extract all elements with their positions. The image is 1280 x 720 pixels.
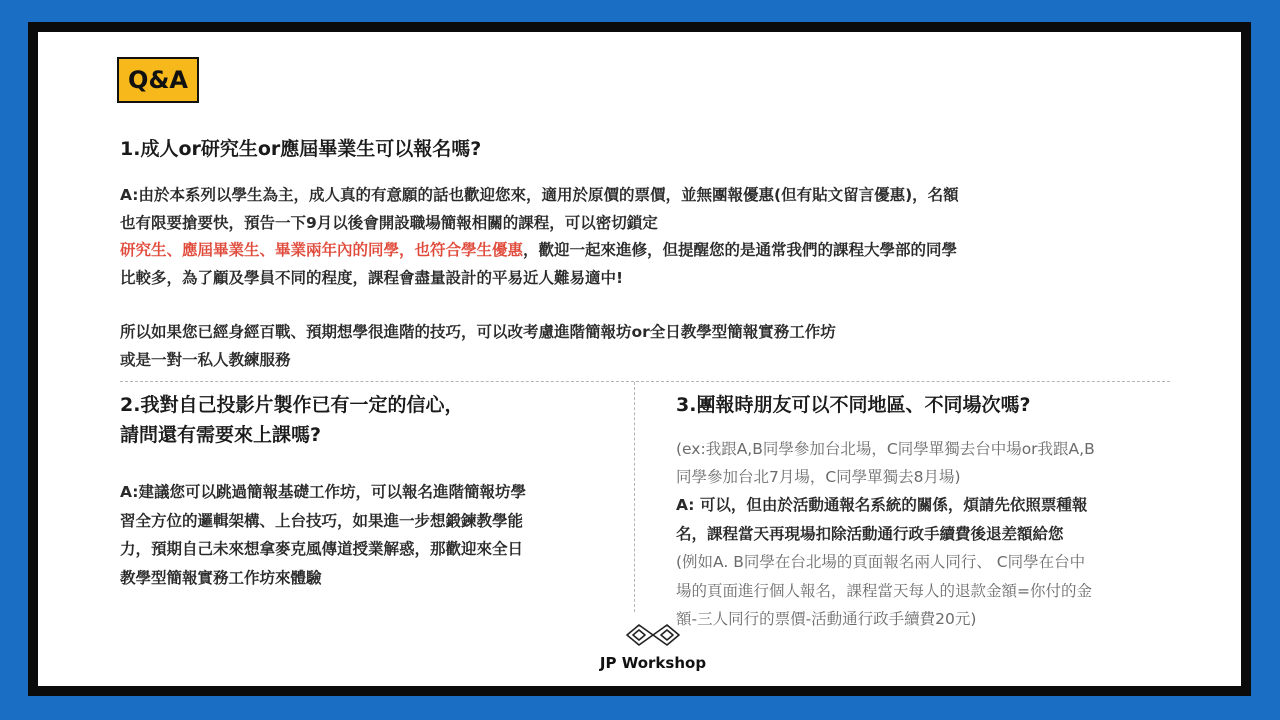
q3-note-line: 場的頁面進行個人報名，課程當天每人的退款金額=你付的金 bbox=[676, 581, 1092, 600]
q1-highlight-text: 研究生、應屆畢業生、畢業兩年內的同學，也符合學生優惠 bbox=[120, 241, 524, 259]
q1-answer-line: A:由於本系列以學生為主，成人真的有意願的話也歡迎您來，適用於原價的票價，並無團報優惠(但有貼文留言優惠)，名額 bbox=[120, 186, 959, 204]
jp-workshop-logo-icon bbox=[624, 622, 682, 652]
q1-answer-line: 或是一對一私人教練服務 bbox=[120, 350, 291, 369]
q2-answer-line: 力，預期自己未來想拿麥克風傳道授業解惑，那歡迎來全日 bbox=[120, 540, 524, 558]
horizontal-divider bbox=[120, 381, 1170, 382]
q1-answer-line: 比較多，為了顧及學員不同的程度，課程會盡量設計的平易近人難易適中! bbox=[120, 268, 624, 287]
q2-answer-line: A:建議您可以跳過簡報基礎工作坊，可以報名進階簡報坊學 bbox=[120, 483, 526, 501]
q2-title bbox=[120, 390, 620, 450]
qa-badge: Q&A bbox=[117, 57, 199, 103]
q3-example-line: 同學參加台北7月場，C同學單獨去8月場) bbox=[676, 467, 961, 486]
q1-answer-line: 也有限要搶要快，預告一下9月以後會開設職場簡報相關的課程，可以密切鎖定 bbox=[120, 213, 658, 232]
q3-answer-line: 名，課程當天再現場扣除活動通行政手續費後退差額給您 bbox=[676, 524, 1064, 543]
q1-title: 1.成人or研究生or應屆畢業生可以報名嗎? bbox=[120, 138, 482, 160]
q2-title-line: 請問還有需要來上課嗎? bbox=[120, 424, 322, 446]
q1-answer bbox=[120, 182, 1140, 374]
q3-example-line: (ex:我跟A,B同學參加台北場，C同學單獨去台中場or我跟A,B bbox=[676, 440, 1095, 458]
q3-answer bbox=[676, 491, 1186, 548]
q2-section bbox=[120, 390, 620, 592]
q3-note-line: 額-三人同行的票價-活動通行政手續費20元) bbox=[676, 610, 977, 628]
q2-title-line: 2.我對自己投影片製作已有一定的信心， bbox=[120, 394, 464, 416]
brand bbox=[578, 622, 728, 672]
vertical-divider bbox=[634, 382, 635, 612]
q3-section bbox=[676, 390, 1186, 634]
q3-note bbox=[676, 548, 1186, 634]
q2-answer-line: 教學型簡報實務工作坊來體驗 bbox=[120, 568, 322, 587]
q3-example bbox=[676, 436, 1186, 491]
q1-answer-line bbox=[120, 237, 1140, 265]
q1-answer-text: ，歡迎一起來進修，但提醒您的是通常我們的課程大學部的同學 bbox=[523, 241, 958, 259]
q3-answer-line: A: 可以，但由於活動通報名系統的關係，煩請先依照票種報 bbox=[676, 496, 1088, 514]
q3-note-line: (例如A. B同學在台北場的頁面報名兩人同行、 C同學在台中 bbox=[676, 553, 1086, 571]
q1-answer-line: 所以如果您已經身經百戰、預期想學很進階的技巧，可以改考慮進階簡報坊or全日教學型簡報實務工作坊 bbox=[120, 323, 836, 341]
brand-name: JP Workshop bbox=[599, 654, 707, 672]
q2-answer bbox=[120, 478, 620, 592]
q3-title: 3.團報時朋友可以不同地區、不同場次嗎? bbox=[676, 394, 1031, 416]
q2-answer-line: 習全方位的邏輯架構、上台技巧，如果進一步想鍛鍊教學能 bbox=[120, 511, 524, 530]
slide-frame bbox=[28, 22, 1251, 696]
slide bbox=[38, 32, 1241, 686]
